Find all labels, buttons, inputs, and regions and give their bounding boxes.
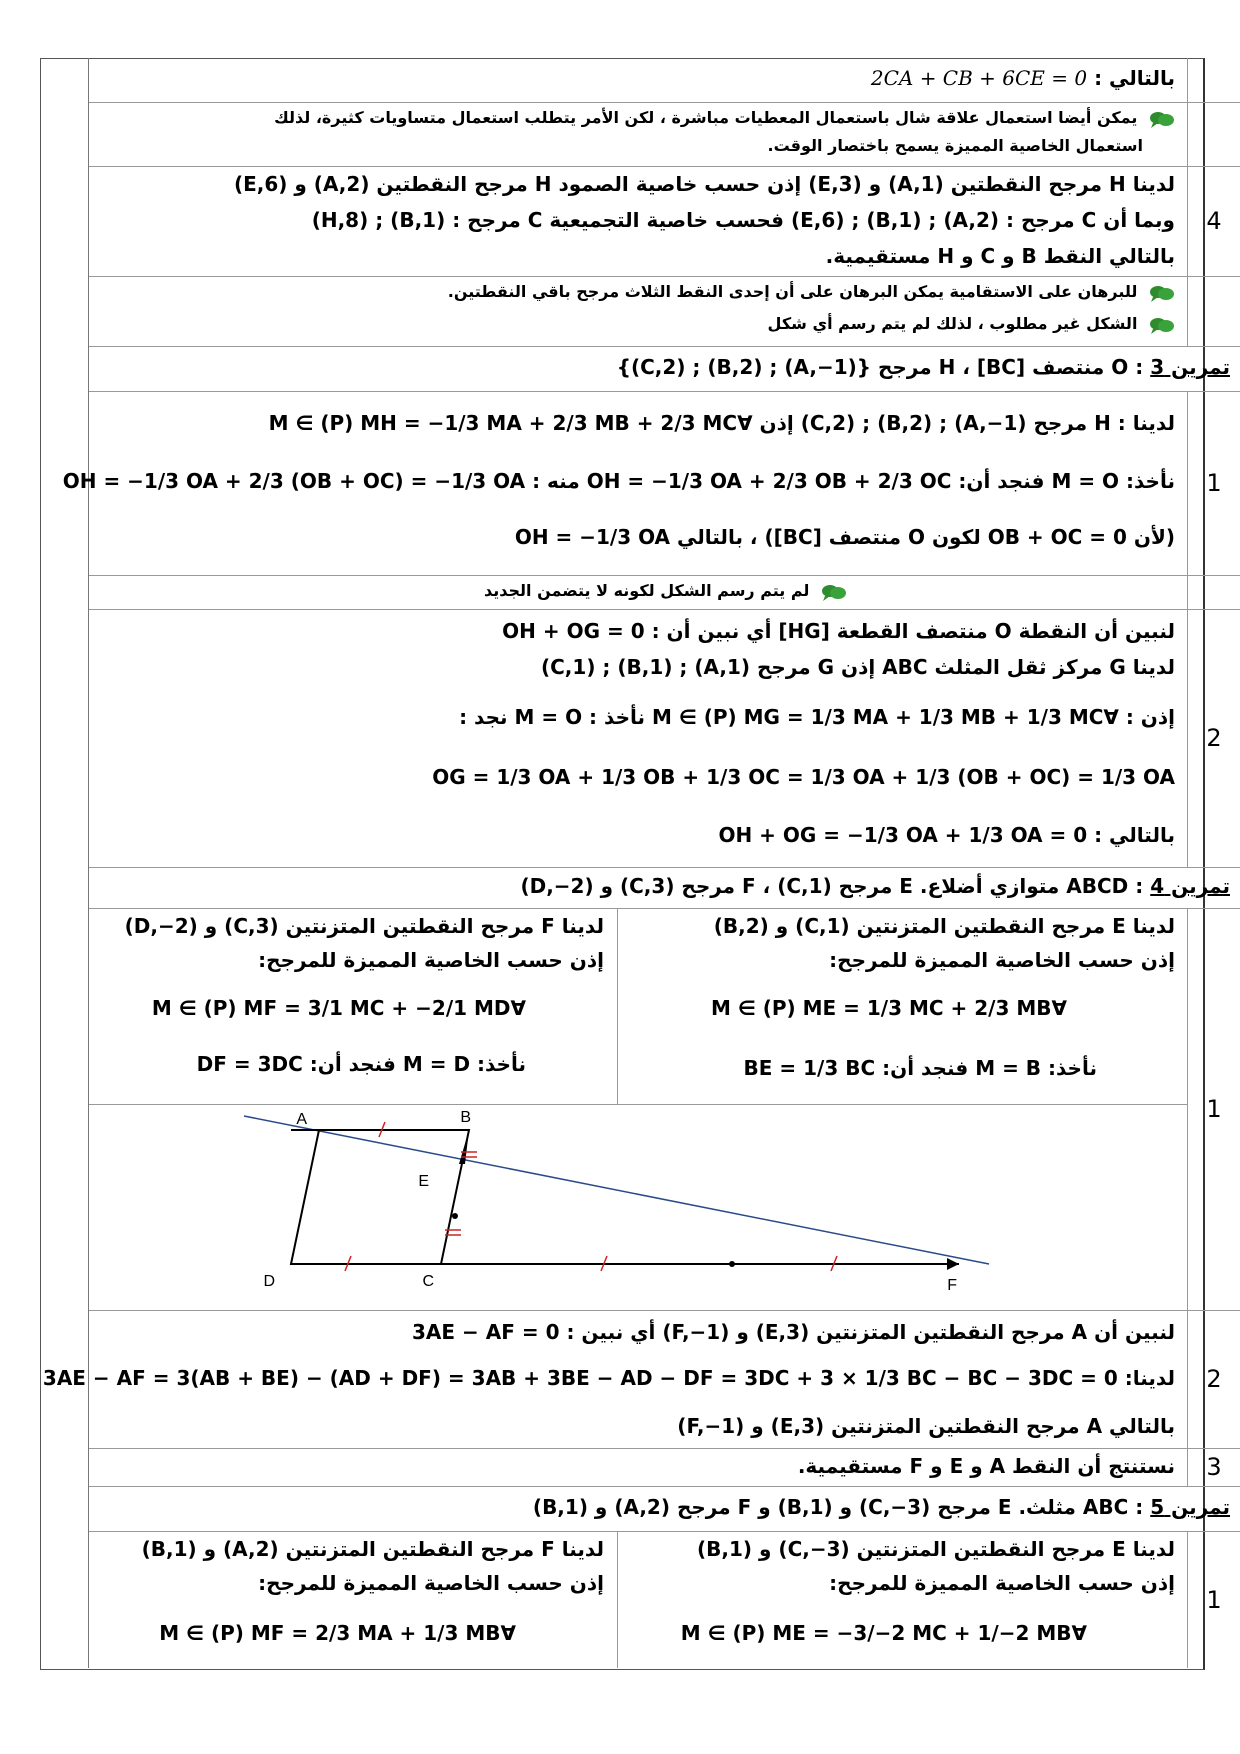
speech-bubble-icon — [1149, 284, 1175, 302]
exercise-3-header — [89, 346, 1240, 392]
q4-line-2: وبما أن C مرجح : (A,2) ; (B,1) ; (E,6) فحسب خاصية التجميعية C مرجح : (B,1) ; (H,8) — [311, 208, 1175, 232]
speech-bubble-icon — [1149, 316, 1175, 334]
label: بالتالي : — [1094, 66, 1175, 90]
exercise-3-note — [89, 575, 1240, 610]
point-A-label: A — [296, 1111, 307, 1128]
exercise-4-question-1 — [89, 908, 1240, 1311]
margin-column — [40, 58, 89, 1668]
e-line-1: لدينا E مرجح النقطتين المتزنتين (C,1) و (B,2) — [713, 914, 1175, 938]
exercise-3-question-2 — [89, 609, 1240, 868]
question-number: 3 — [1187, 1448, 1240, 1486]
question-4 — [89, 166, 1240, 277]
parallelogram-figure — [89, 1104, 1109, 1310]
point-F-label: F — [947, 1277, 957, 1294]
exercise-title: تمرين 3 — [1150, 355, 1230, 379]
e-line-4: نأخذ: M = B فنجد أن: BE = 1/3 BC — [743, 1056, 1097, 1080]
exercise-statement: : ABCD متوازي أضلاع. E مرجح (C,1) ، F مرجح (C,3) و (D,−2) — [520, 874, 1144, 898]
line-AF — [244, 1116, 989, 1264]
exercise-4-header — [89, 867, 1240, 909]
point-C-label: C — [422, 1273, 434, 1290]
note-text-2: استعمال الخاصية المميزة يسمح باختصار الوقت. — [767, 136, 1143, 155]
q2-line-1: لنبين أن النقطة O منتصف القطعة [HG] أي نبين أن : OH + OG = 0 — [502, 619, 1175, 643]
f-line-1: لدينا F مرجح النقطتين المتزنتين (A,2) و (B,1) — [141, 1537, 604, 1561]
q1-line-2: نأخذ: M = O فنجد أن: OH = −1/3 OA + 2/3 OB + 2/3 OC منه : OH = −1/3 OA + 2/3 (OB + OC) = −1/3 OA — [62, 469, 1175, 493]
note-text: لم يتم رسم الشكل لكونه لا يتضمن الجديد — [484, 581, 810, 600]
q3-line-1: نستنتج أن النقط A و E و F مستقيمية. — [797, 1454, 1175, 1478]
exercise-statement: : ABC مثلث. E مرجح (C,−3) و (B,1) و F مرجح (A,2) و (B,1) — [532, 1495, 1144, 1519]
q4-line-3: بالتالي النقط B و C و H مستقيمية. — [825, 244, 1175, 268]
exercise-5-question-1 — [89, 1531, 1240, 1668]
column-E — [617, 908, 1187, 1104]
exercise-statement: : O منتصف [BC] ، H مرجح {(A,−1) ; (B,2) ; (C,2)} — [616, 355, 1144, 379]
exercise-4-question-2 — [42, 1310, 1240, 1449]
note-figure: الشكل غير مطلوب ، لذلك لم يتم رسم أي شكل — [767, 314, 1138, 333]
e-line-2: إذن حسب الخاصية المميزة للمرجح: — [829, 1571, 1175, 1595]
f-line-3: ∀M ∈ (P) MF = 3/1 MC + −2/1 MD — [151, 996, 526, 1020]
f-line-2: إذن حسب الخاصية المميزة للمرجح: — [258, 1571, 604, 1595]
vector-equation: 2CA + CB + 6CE = 0 — [870, 66, 1088, 90]
exercise-title: تمرين 5 — [1150, 1495, 1230, 1519]
q2-line-2: لدينا: 3AE − AF = 3(AB + BE) − (AD + DF) = 3AB + 3BE − AD − DF = 3DC + 3 × 1/3 BC − BC − 3DC = 0 — [42, 1366, 1175, 1390]
speech-bubble-icon — [1149, 110, 1175, 128]
q2-line-4: OG = 1/3 OA + 1/3 OB + 1/3 OC = 1/3 OA + 1/3 (OB + OC) = 1/3 OA — [432, 765, 1175, 789]
parallelogram-ABCD — [291, 1130, 469, 1264]
equal-ticks — [345, 1122, 837, 1271]
exercise-3-question-1 — [62, 391, 1240, 576]
q2-line-5: بالتالي : OH + OG = −1/3 OA + 1/3 OA = 0 — [718, 823, 1175, 847]
note-text-1: يمكن أيضا استعمال علاقة شال باستعمال المعطيات مباشرة ، لكن الأمر يتطلب استعمال متساويات كثيرة، لذلك — [274, 108, 1138, 127]
f-line-4: نأخذ: M = D فنجد أن: DF = 3DC — [196, 1052, 526, 1076]
row-notes — [89, 276, 1240, 347]
question-number: 2 — [1187, 1310, 1240, 1448]
e-line-1: لدينا E مرجح النقطتين المتزنتين (C,−3) و (B,1) — [697, 1537, 1175, 1561]
f-line-2: إذن حسب الخاصية المميزة للمرجح: — [258, 948, 604, 972]
q1-line-3: (لأن OB + OC = 0 لكون O منتصف [BC]) ، بالتالي OH = −1/3 OA — [514, 525, 1175, 549]
q2-line-1: لنبين أن A مرجح النقطتين المتزنتين (E,3) و (F,−1) أي نبين : 3AE − AF = 0 — [412, 1320, 1175, 1344]
exercise-title: تمرين 4 — [1150, 874, 1230, 898]
q2-line-3: بالتالي A مرجح النقطتين المتزنتين (E,3) و (F,−1) — [677, 1414, 1175, 1438]
e-line-2: إذن حسب الخاصية المميزة للمرجح: — [829, 948, 1175, 972]
q1-line-1: لدينا : H مرجح (A,−1) ; (B,2) ; (C,2) إذن ∀M ∈ (P) MH = −1/3 MA + 2/3 MB + 2/3 MC — [268, 411, 1175, 435]
f-line-3: ∀M ∈ (P) MF = 2/3 MA + 1/3 MB — [159, 1621, 516, 1645]
column-F — [89, 908, 616, 1104]
f-line-1: لدينا F مرجح النقطتين المتزنتين (C,3) و (D,−2) — [124, 914, 604, 938]
q2-line-3: إذن : ∀M ∈ (P) MG = 1/3 MA + 1/3 MB + 1/3 MC نأخذ : M = O نجد : — [459, 705, 1175, 729]
column-F — [89, 1531, 616, 1668]
row-note-chasles — [89, 102, 1240, 167]
point-E-label: E — [418, 1173, 429, 1190]
question-number: 1 — [1187, 391, 1240, 575]
column-E — [617, 1531, 1187, 1668]
question-number: 1 — [1187, 908, 1240, 1310]
question-number: 4 — [1187, 166, 1240, 276]
q2-line-2: لدينا G مركز ثقل المثلث ABC إذن G مرجح (A,1) ; (B,1) ; (C,1) — [540, 655, 1175, 679]
exercise-5-header — [89, 1486, 1240, 1532]
exercise-4-question-3 — [89, 1448, 1240, 1487]
note-collinear: للبرهان على الاستقامية يمكن البرهان على أن إحدى النقط الثلاث مرجح باقي النقطتين. — [447, 282, 1138, 301]
arrow-head — [947, 1258, 959, 1270]
e-line-3: ∀M ∈ (P) ME = 1/3 MC + 2/3 MB — [710, 996, 1067, 1020]
e-line-3: ∀M ∈ (P) ME = −3/−2 MC + 1/−2 MB — [680, 1621, 1087, 1645]
row-conclusion — [89, 58, 1240, 103]
speech-bubble-icon — [821, 583, 847, 601]
point-D-label: D — [263, 1273, 275, 1290]
point-B-label: B — [460, 1109, 471, 1126]
question-number: 2 — [1187, 609, 1240, 867]
q4-line-1: لدينا H مرجح النقطتين (A,1) و (E,3) إذن حسب خاصية الصمود H مرجح النقطتين (A,2) و (E,6) — [233, 172, 1175, 196]
question-number: 1 — [1187, 1531, 1240, 1668]
